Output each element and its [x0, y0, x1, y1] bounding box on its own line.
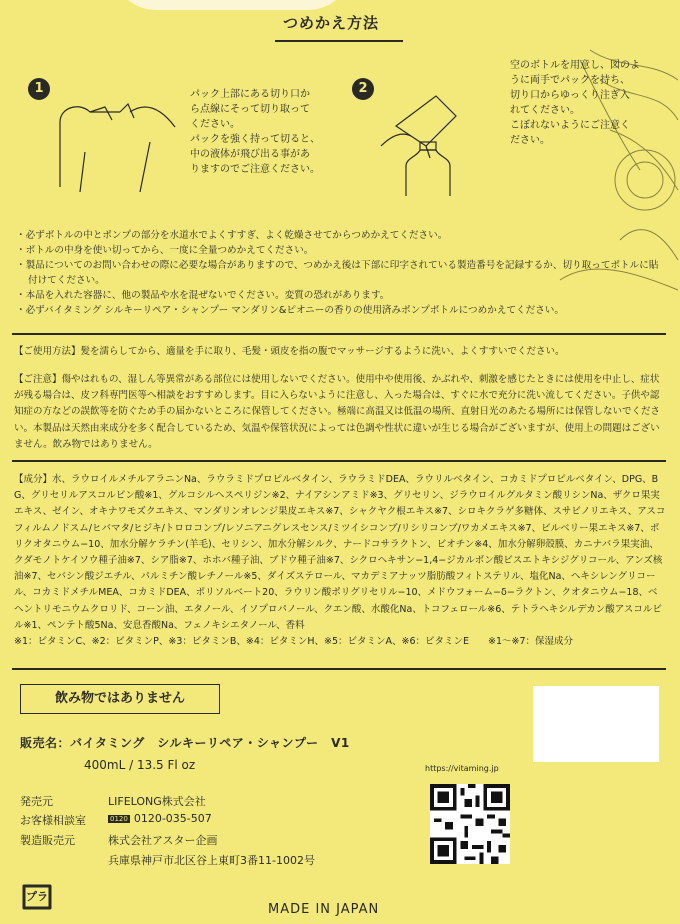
pour-refill-illustration-icon [376, 86, 506, 206]
refill-notes [16, 228, 666, 318]
caution-text: 【ご注意】傷やはれもの、湿しん等異常がある部位には使用しないでください。使用中や使用後、かぶれや、刺激を感じたときには使用を中止し、症状が残る場合は、皮フ科専門医等へ相談をおすすめします。目に入らないように注意し、入った場合は、すぐに水で充分に洗い流してください。子供や認知症の方などの誤飲等を防ぐため手の届かないところに保管してください。極端に高温又は低温の場所、直射日光のあたる場所には保管しないでください。本製品は天然由来成分を多く配合しているため、気温や保管状況によっては色調や性状に違いが生じる場合がございますが、使用上の問題はございません。飲み物ではありません。 [14, 374, 661, 450]
qr-code-icon[interactable] [430, 784, 510, 864]
product-name: 販売名：バイタミング シルキーリペア・シャンプー V1 [20, 736, 350, 750]
distributor-label: 発売元 [20, 795, 53, 808]
step-1-text: パック上部にある切り口か ら点線にそって切り取って ください。 パックを強く持って切ると、 中の液体が飛び出る事があ りますのでご注意ください。 [190, 89, 320, 175]
manufacturer-address: 兵庫県神戸市北区谷上東町3番11-1002号 [108, 854, 315, 867]
not-a-drink-badge: 飲み物ではありません [20, 684, 220, 714]
ingredients-footnote: ※1：ビタミンC、※2：ビタミンP、※3：ビタミンB、※4：ビタミンH、※5：ビタミンA、※6：ビタミンE ※1〜※7：保湿成分 [14, 636, 574, 648]
plastic-recycle-icon [18, 878, 56, 916]
note-item: ・必ずボトルの中とポンプの部分を水道水でよくすすぎ、よく乾燥させてからつめかえてください。 [16, 230, 448, 241]
usage-text: 【ご使用方法】髪を濡らしてから、適量を手に取り、毛髪・頭皮を指の腹でマッサージするように洗い、よくすすいでください。 [14, 346, 565, 357]
ingredients-section [14, 472, 666, 650]
customer-support-label: お客様相談室 [20, 814, 86, 827]
title-underline [275, 40, 403, 42]
step-1-number: 1 [28, 78, 50, 100]
cut-pack-illustration-icon [50, 92, 180, 192]
product-volume: 400mL / 13.5 Fl oz [84, 758, 196, 772]
phone-number: 0120-035-507 [133, 812, 212, 825]
distributor-name: LIFELONG株式会社 [108, 795, 206, 808]
freedial-icon: 0120 [110, 815, 128, 823]
divider [12, 333, 666, 335]
note-item: ・本品を入れた容器に、他の製品や水を混ぜないでください。変質の恐れがあります。 [16, 290, 390, 301]
ingredients-text: 【成分】水、ラウロイルメチルアラニンNa、ラウラミドプロピルベタイン、ラウラミドDEA、ラウリルベタイン、コカミドプロピルベタイン、DPG、BG、グリセリルアスコルビン酸※1、グルコシルヘスペリジン※2、ナイアシンアミド※3、グリセリン、ジラウロイルグルタミン酸リシンNa、ザクロ果実エキス、ゼイン、オキナワモズクエキス、マンダリンオレンジ果皮エキス※7、シャクヤク根エキス※7、シロキクラゲ多糖体、スサビノリエキス、アスコフィルムノドスム/ヒバマタ/ヒジキ/トロロコンブ/レソニアニグレスセンス/ミツイシコンブ/リシリコンブ/ワカメエキス※7、ビルベリー果エキス※7、ポリクオタニウム−10、加水分解ケラチン(羊毛)、セリシン、加水分解シルク、ナードコサラクトン、ビオチン※4、加水分解卵殻膜、カニナバラ果実油、クダモノトケイソウ種子油※7、シア脂※7、ホホバ種子油、ブドウ種子油※7、シクロヘキサン−1,4−ジカルボン酸ビスエトキシジグリコール、アンズ核油※7、セバシン酸ジエチル、パルミチン酸レチノール※5、ダイズステロール、マカデミアナッツ脂肪酸フィトステリル、塩化Na、ヘキシレングリコール、コカミドメチルMEA、コカミドDEA、ポリソルベート20、ラウリン酸ポリグリセリル−10、メドウフォーム−δ−ラクトン、クオタニウム−18、ベヘントリモニウムクロリド、コーン油、エタノール、イソプロパノール、クエン酸、水酸化Na、トコフェロール※6、テトラヘキシルデカン酸アスコルビル※1、ペンテト酸5Na、安息香酸Na、フェノキシエタノール、香料 [14, 474, 666, 631]
step-2-number: 2 [352, 78, 374, 100]
website-url[interactable]: https://vitaming.jp [425, 764, 499, 773]
made-in-label: MADE IN JAPAN [268, 902, 380, 917]
manufacturer-name: 株式会社アスター企画 [108, 834, 218, 847]
page-title: つめかえ方法 [283, 14, 380, 32]
manufacturer-label: 製造販売元 [20, 834, 75, 847]
customer-support-phone[interactable] [108, 812, 212, 825]
note-item: ・ボトルの中身を使い切ってから、一度に全量つめかえてください。 [16, 245, 314, 256]
note-item: ・必ずバイタミング シルキーリペア・シャンプー マンダリン&ピオニーの香りの使用済みポンプボトルにつめかえてください。 [16, 305, 564, 316]
note-item: ・製品についてのお問い合わせの際に必要な場合がありますので、つめかえ後は下部に印字されている製造番号を記録するか、切り取ってボトルに貼付けてください。 [16, 260, 659, 286]
header-decoration [112, 0, 352, 10]
divider [12, 460, 666, 462]
step-2-text: 空のボトルを用意し、図のよ うに両手でパックを持ち、 切り口からゆっくり注ぎ入 れてください。 こぼれないようにご注意く ださい。 [510, 60, 640, 146]
recycle-mark-label: プラ [26, 890, 48, 903]
divider [12, 668, 666, 670]
lot-number-area [533, 686, 659, 762]
